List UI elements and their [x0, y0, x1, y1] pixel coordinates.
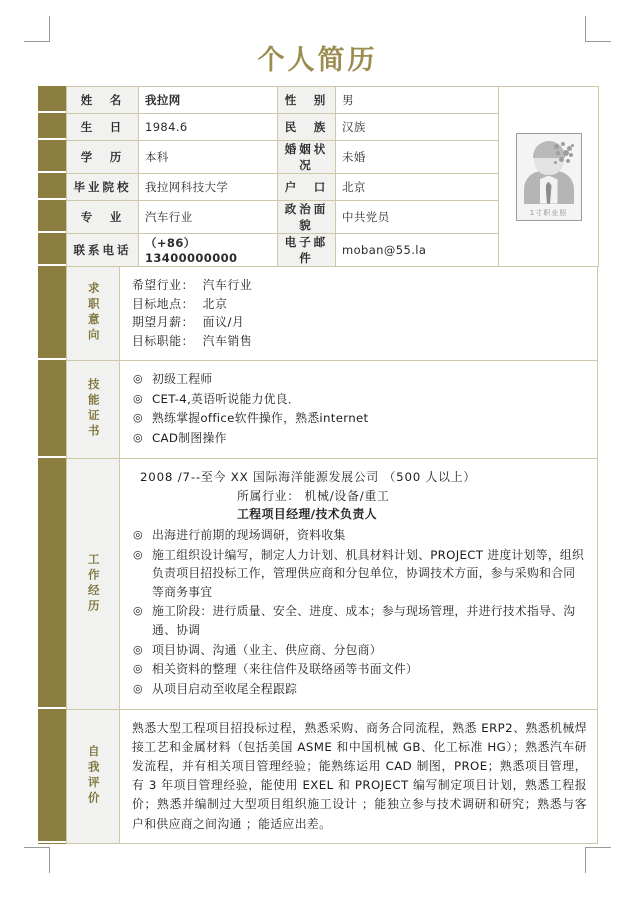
table-row [67, 87, 599, 114]
info-label: 生 日 [67, 114, 139, 141]
job-position: 工程项目经理/技术负责人 [237, 507, 378, 522]
photo-caption: 1寸职业照 [529, 208, 568, 217]
info-label: 毕业院校 [67, 174, 139, 201]
crop-mark-bottom-right [585, 847, 611, 873]
info-value: 汽车行业 [139, 201, 278, 234]
work-item: ◎ 施工阶段：进行质量、安全、进度、成本；参与现场管理，并进行技术指导、沟通、协调 [132, 602, 587, 639]
page-title: 个人简历 [257, 45, 378, 76]
job-header [132, 468, 587, 524]
info-label: 婚姻状况 [278, 141, 336, 174]
section-content-skills [120, 361, 597, 458]
accent-column [38, 86, 66, 844]
section-label-work-experience [67, 459, 120, 709]
section-label-self-evaluation [67, 710, 120, 843]
info-value: 本科 [139, 141, 278, 174]
info-label: 电子邮件 [278, 234, 336, 267]
section-content-work-experience [120, 459, 597, 709]
crop-mark-bottom-left [24, 847, 50, 873]
job-intention-line: 目标职能： 汽车销售 [132, 333, 253, 348]
job-period-company: 2008 /7--至今 XX 国际海洋能源发展公司 （500 人以上） [140, 470, 476, 484]
info-value: 男 [336, 87, 499, 114]
section-label-text: 求职意向 [86, 282, 101, 345]
info-label: 性 别 [278, 87, 336, 114]
info-value: 1984.6 [139, 114, 278, 141]
info-label: 专 业 [67, 201, 139, 234]
job-intention-line: 希望行业： 汽车行业 [132, 278, 253, 292]
work-item: ◎ 从项目启动至收尾全程跟踪 [132, 680, 587, 699]
personal-info-table [66, 86, 599, 267]
section-label-job-intention [67, 267, 120, 360]
section-content-job-intention [120, 267, 597, 360]
info-label: 联系电话 [67, 234, 139, 267]
section-content-self-evaluation [120, 710, 597, 843]
info-value: 我拉网科技大学 [139, 174, 278, 201]
section-label-skills [67, 361, 120, 458]
section-work-experience [66, 459, 598, 710]
self-evaluation-text: 熟悉大型工程项目招投标过程，熟悉采购、商务合同流程，熟悉 ERP2、熟悉机械焊接工艺和金属材料（包括美国 ASME 和中国机械 GB、化工标准 HG）；熟悉汽车研发流程，并有相关项目管理经验；能熟练运用 CAD 制图，PROE；熟悉项目管理，有 3 年项目管理经验，能使用 EXEL 和 PROJECT 编写制定项目计划，熟悉工程报价；熟悉并编制过大型项目组织施工设计 ；能独立参与技术调研和研究；熟悉与客户和供应商之间沟通 ；能适应出差。 [132, 721, 587, 831]
section-label-text: 技能证书 [86, 378, 101, 441]
info-label: 政治面貌 [278, 201, 336, 234]
skill-item: ◎ CET-4,英语听说能力优良． [132, 390, 587, 409]
info-value: 北京 [336, 174, 499, 201]
job-intention-line: 期望月薪： 面议/月 [132, 315, 245, 330]
section-label-text: 工作经历 [86, 552, 101, 615]
work-item: ◎ 出海进行前期的现场调研，资料收集 [132, 526, 587, 545]
info-label: 户 口 [278, 174, 336, 201]
info-value: 未婚 [336, 141, 499, 174]
info-value: （+86）13400000000 [139, 234, 278, 267]
info-label: 姓 名 [67, 87, 139, 114]
info-label: 学 历 [67, 141, 139, 174]
photo-decoration-dots [553, 142, 573, 164]
section-job-intention [66, 267, 598, 361]
work-item: ◎ 施工组织设计编写，制定人力计划、机具材料计划、PROJECT 进度计划等，组织负责项目招投标工作，管理供应商和分包单位，协调技术方面，参与采购和合同等商务事宜 [132, 546, 587, 602]
info-label: 民 族 [278, 114, 336, 141]
info-value: moban@55.la [336, 234, 499, 267]
skill-item: ◎ CAD制图操作 [132, 429, 587, 448]
photo-placeholder [516, 133, 582, 221]
skill-item: ◎ 熟练掌握office软件操作，熟悉internet [132, 409, 587, 428]
info-value: 中共党员 [336, 201, 499, 234]
section-skills [66, 361, 598, 459]
photo-cell [499, 87, 599, 267]
info-value: 我拉网 [139, 87, 278, 114]
job-industry: 所属行业： 机械/设备/重工 [237, 488, 390, 503]
section-self-evaluation [66, 710, 598, 844]
work-item: ◎ 相关资料的整理（来往信件及联络函等书面文件） [132, 660, 587, 679]
work-item: ◎ 项目协调、沟通（业主、供应商、分包商） [132, 641, 587, 660]
skill-item: ◎ 初级工程师 [132, 370, 587, 389]
info-value: 汉族 [336, 114, 499, 141]
job-intention-line: 目标地点： 北京 [132, 296, 228, 311]
section-label-text: 自我评价 [86, 745, 101, 808]
